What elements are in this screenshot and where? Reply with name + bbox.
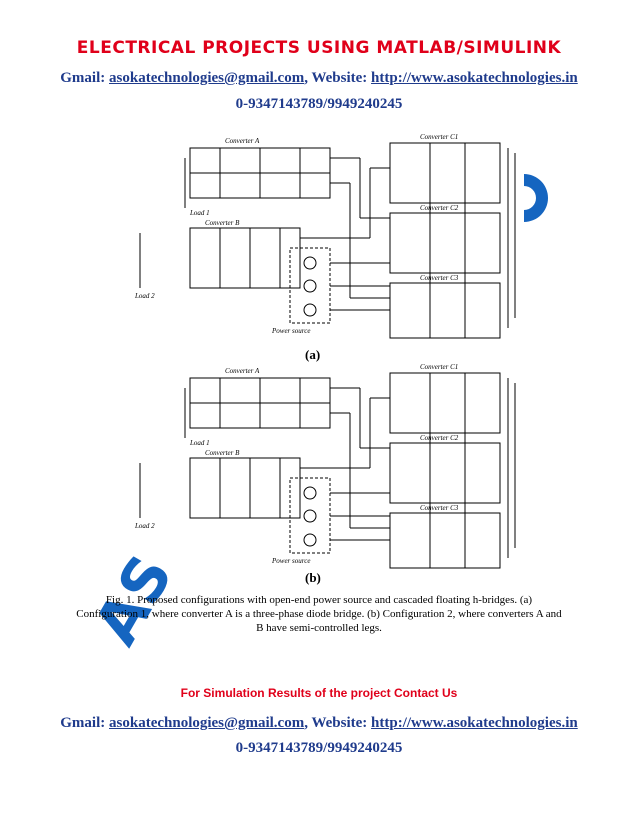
contact-call-to-action: For Simulation Results of the project Contact Us — [180, 686, 458, 700]
label-converter-c3: Converter C3 — [420, 274, 459, 282]
label-converter-c1: Converter C1 — [420, 363, 459, 371]
label-load-2: Load 2 — [135, 292, 155, 300]
figure-caption: Fig. 1. Proposed configurations with open-end power source and cascaded floating h-bridges. (a) Configuration 1, where converter A is a three-phase diode bridge. (b) Configuration 2, where converters A and B have semi-controlled legs. — [76, 594, 562, 634]
label-load-2: Load 2 — [135, 522, 155, 530]
label-converter-c2: Converter C2 — [420, 204, 459, 212]
label-converter-c1: Converter C1 — [420, 133, 459, 141]
label-converter-a: Converter A — [225, 137, 260, 145]
circuit-diagram-b — [130, 358, 530, 580]
header-phone: 0-9347143789/9949240245 — [235, 96, 403, 112]
label-converter-b: Converter B — [205, 449, 240, 457]
header-contact-line — [0, 70, 638, 87]
gmail-label: Gmail: — [60, 70, 110, 86]
label-load-1: Load 1 — [190, 209, 210, 217]
figure-label-b: (b) — [305, 570, 321, 585]
website-link[interactable]: http://www.asokatechnologies.in — [371, 70, 578, 86]
label-load-1: Load 1 — [190, 439, 210, 447]
page-title: ELECTRICAL PROJECTS USING MATLAB/SIMULINK — [76, 38, 562, 58]
gmail-link[interactable]: asokatechnologies@gmail.com — [109, 70, 305, 86]
label-power-source: Power source — [272, 327, 311, 335]
footer-contact-line — [0, 715, 638, 732]
label-converter-a: Converter A — [225, 367, 260, 375]
label-power-source: Power source — [272, 557, 311, 565]
gmail-link[interactable]: asokatechnologies@gmail.com — [109, 715, 305, 731]
website-label: , Website: — [304, 70, 372, 86]
footer-phone: 0-9347143789/9949240245 — [235, 740, 403, 756]
website-link[interactable]: http://www.asokatechnologies.in — [371, 715, 578, 731]
gmail-label: Gmail: — [60, 715, 110, 731]
label-converter-c2: Converter C2 — [420, 434, 459, 442]
label-converter-b: Converter B — [205, 219, 240, 227]
website-label: , Website: — [304, 715, 372, 731]
figure-label-a: (a) — [305, 347, 321, 362]
as-watermark-text: AS — [81, 543, 187, 657]
label-converter-c3: Converter C3 — [420, 504, 459, 512]
corner-watermark-shape — [516, 168, 556, 228]
circuit-diagram-a — [130, 128, 530, 350]
